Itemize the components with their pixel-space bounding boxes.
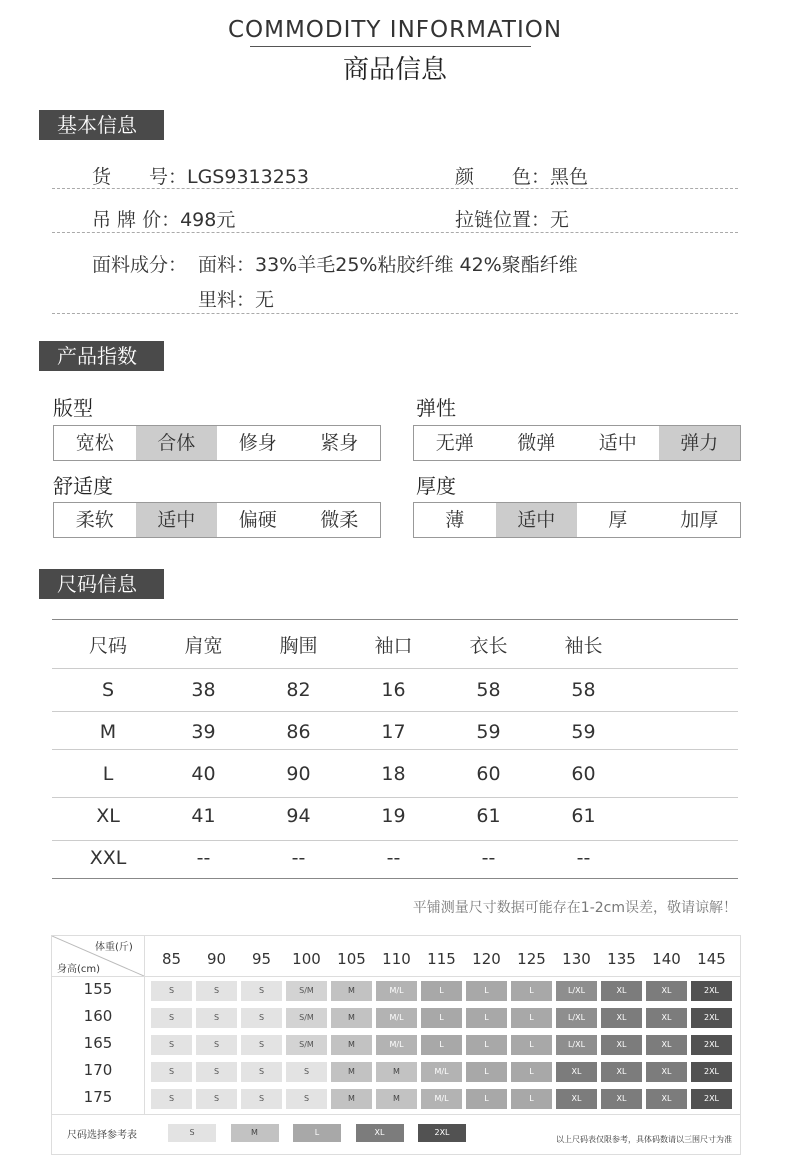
size-table-cell: 90 <box>286 763 311 785</box>
size-cell: L/XL <box>556 1008 597 1028</box>
size-cell: 2XL <box>691 1035 732 1055</box>
item-color: 颜 色：黑色 <box>455 166 589 188</box>
thickness-option-selected: 适中 <box>496 503 578 537</box>
size-cell: L <box>511 1062 552 1082</box>
size-table-cell: 18 <box>381 763 406 785</box>
elasticity-title: 弹性 <box>416 396 456 420</box>
section-size-info: 尺码信息 <box>39 569 164 599</box>
size-table-cell: 60 <box>476 763 501 785</box>
size-table-row <box>60 763 631 789</box>
size-cell: S <box>151 1089 192 1109</box>
dashed-divider <box>52 188 738 189</box>
size-cell: S <box>241 1089 282 1109</box>
size-table-cell: XL <box>96 805 120 827</box>
size-table-cell: 16 <box>381 679 406 701</box>
size-cell: 2XL <box>691 981 732 1001</box>
size-cell: L <box>466 1008 507 1028</box>
fit-scale <box>53 425 381 461</box>
size-table-cell: 58 <box>476 679 501 701</box>
weight-tick: 90 <box>206 950 227 968</box>
title-chinese: 商品信息 <box>342 55 447 85</box>
size-table-cell: -- <box>576 847 591 869</box>
size-cell: M/L <box>376 981 417 1001</box>
size-cell: L/XL <box>556 981 597 1001</box>
size-cell: XL <box>646 1089 687 1109</box>
size-cell: M <box>331 1062 372 1082</box>
size-header: 衣长 <box>469 634 508 657</box>
dashed-divider <box>52 313 738 314</box>
size-cell: S <box>241 1008 282 1028</box>
weight-tick: 115 <box>427 950 456 968</box>
size-cell: L <box>421 1008 462 1028</box>
size-header: 胸围 <box>279 634 318 657</box>
size-cell: M/L <box>421 1062 462 1082</box>
size-cell: XL <box>601 1062 642 1082</box>
comfort-title: 舒适度 <box>53 474 113 498</box>
size-table-cell: 58 <box>571 679 596 701</box>
size-cell: S <box>286 1089 327 1109</box>
weight-tick: 140 <box>652 950 681 968</box>
size-cell: 2XL <box>691 1062 732 1082</box>
weight-tick: 105 <box>337 950 366 968</box>
size-cell: S <box>196 1035 237 1055</box>
size-reference-chart <box>51 935 741 1155</box>
fit-option-selected: 合体 <box>136 426 218 460</box>
size-table-cell: 86 <box>286 721 311 743</box>
thickness-option: 薄 <box>445 509 465 531</box>
size-header: 袖口 <box>374 634 413 657</box>
size-header: 袖长 <box>564 634 603 657</box>
thickness-scale <box>413 502 741 538</box>
weight-tick: 95 <box>251 950 272 968</box>
elasticity-scale <box>413 425 741 461</box>
height-tick: 165 <box>83 1034 113 1052</box>
size-cell: S/M <box>286 981 327 1001</box>
size-cell: XL <box>556 1062 597 1082</box>
weight-tick: 120 <box>472 950 501 968</box>
height-axis-label: 身高(cm) <box>57 964 101 975</box>
size-cell: L <box>511 981 552 1001</box>
size-cell: M <box>376 1062 417 1082</box>
weight-tick: 85 <box>161 950 182 968</box>
height-tick: 170 <box>83 1061 113 1079</box>
size-cell: XL <box>601 1035 642 1055</box>
size-cell: M <box>331 1035 372 1055</box>
size-table-cell: 61 <box>571 805 596 827</box>
size-cell: 2XL <box>691 1008 732 1028</box>
legend-swatch: M <box>231 1124 279 1142</box>
size-table-cell: L <box>102 763 114 785</box>
fit-option: 紧身 <box>320 432 359 454</box>
size-cell: M <box>331 1008 372 1028</box>
size-cell: S <box>196 981 237 1001</box>
weight-tick: 100 <box>292 950 321 968</box>
chart-footnote: 以上尺码表仅限参考，具体码数请以三围尺寸为准 <box>556 1135 732 1144</box>
size-cell: S <box>196 1089 237 1109</box>
size-header: 尺码 <box>88 634 127 657</box>
size-table-row <box>60 721 631 747</box>
height-tick: 160 <box>83 1007 113 1025</box>
size-table-cell: 40 <box>191 763 216 785</box>
size-cell: S <box>151 1035 192 1055</box>
zipper-position: 拉链位置：无 <box>455 209 570 231</box>
table-divider <box>52 749 738 750</box>
legend-swatch: L <box>293 1124 341 1142</box>
size-table-cell: 60 <box>571 763 596 785</box>
size-cell: XL <box>601 981 642 1001</box>
size-cell: L <box>466 1062 507 1082</box>
elasticity-option: 微弹 <box>517 432 556 454</box>
size-cell: L <box>466 981 507 1001</box>
size-header: 肩宽 <box>184 634 223 657</box>
size-cell: S <box>151 1008 192 1028</box>
size-table-top-rule <box>52 619 738 620</box>
table-divider <box>52 840 738 841</box>
size-table-cell: S <box>101 679 115 701</box>
size-table-cell: 59 <box>476 721 501 743</box>
size-cell: M <box>331 1089 372 1109</box>
chart-legend-rule <box>52 1114 740 1115</box>
size-table-cell: 94 <box>286 805 311 827</box>
size-cell: L <box>511 1089 552 1109</box>
weight-tick: 130 <box>562 950 591 968</box>
legend-swatch: S <box>168 1124 216 1142</box>
size-table-cell: 41 <box>191 805 216 827</box>
tag-price: 吊 牌 价：498元 <box>92 209 236 231</box>
size-cell: 2XL <box>691 1089 732 1109</box>
size-table-cell: -- <box>291 847 306 869</box>
size-cell: XL <box>646 1035 687 1055</box>
size-cell: L <box>511 1035 552 1055</box>
size-table-cell: -- <box>481 847 496 869</box>
legend-swatch: 2XL <box>418 1124 466 1142</box>
weight-tick: 125 <box>517 950 546 968</box>
size-cell: S <box>196 1008 237 1028</box>
size-cell: S <box>241 1062 282 1082</box>
size-table-cell: 59 <box>571 721 596 743</box>
size-cell: S/M <box>286 1008 327 1028</box>
elasticity-option: 适中 <box>598 432 637 454</box>
size-cell: L <box>511 1008 552 1028</box>
size-table-row <box>60 847 631 873</box>
item-number: 货 号：LGS9313253 <box>92 166 309 188</box>
chart-header-rule <box>52 976 740 977</box>
size-cell: XL <box>646 981 687 1001</box>
table-divider <box>52 668 738 669</box>
measure-note: 平铺测量尺寸数据可能存在1-2cm误差，敬请谅解！ <box>412 900 737 916</box>
weight-axis-label: 体重(斤) <box>95 942 133 953</box>
height-tick: 155 <box>83 980 113 998</box>
thickness-title: 厚度 <box>416 474 456 498</box>
size-cell: L <box>421 1035 462 1055</box>
size-table <box>60 621 631 667</box>
fit-option: 宽松 <box>75 432 114 454</box>
size-cell: L <box>466 1089 507 1109</box>
size-cell: M <box>331 981 372 1001</box>
comfort-scale <box>53 502 381 538</box>
weight-tick: 145 <box>697 950 726 968</box>
size-table-cell: -- <box>196 847 211 869</box>
size-cell: S <box>196 1062 237 1082</box>
size-table-cell: 17 <box>381 721 406 743</box>
table-divider <box>52 711 738 712</box>
size-table-cell: -- <box>386 847 401 869</box>
table-divider <box>52 797 738 798</box>
comfort-option: 柔软 <box>75 509 114 531</box>
section-product-index: 产品指数 <box>39 341 164 371</box>
size-cell: M/L <box>421 1089 462 1109</box>
fabric-label: 面料成分： <box>92 254 188 276</box>
size-cell: S <box>286 1062 327 1082</box>
size-cell: XL <box>601 1008 642 1028</box>
size-table-cell: M <box>99 721 117 743</box>
section-basic-info: 基本信息 <box>39 110 164 140</box>
size-table-cell: 39 <box>191 721 216 743</box>
comfort-option-selected: 适中 <box>136 503 218 537</box>
dashed-divider <box>52 232 738 233</box>
size-cell: XL <box>646 1008 687 1028</box>
size-cell: S <box>151 1062 192 1082</box>
elasticity-option-selected: 弹力 <box>659 426 741 460</box>
size-cell: S <box>151 981 192 1001</box>
title-divider <box>250 46 531 47</box>
comfort-option: 偏硬 <box>238 509 277 531</box>
thickness-option: 加厚 <box>680 509 719 531</box>
size-cell: S <box>241 1035 282 1055</box>
size-table-header-row <box>60 621 631 667</box>
size-cell: M/L <box>376 1035 417 1055</box>
size-table-cell: 38 <box>191 679 216 701</box>
title-english: COMMODITY INFORMATION <box>227 17 563 43</box>
size-table-row <box>60 679 631 705</box>
elasticity-option: 无弹 <box>435 432 474 454</box>
size-table-row <box>60 805 631 831</box>
fit-option: 修身 <box>238 432 277 454</box>
size-cell: L <box>421 981 462 1001</box>
height-tick: 175 <box>83 1088 113 1106</box>
size-cell: S <box>241 981 282 1001</box>
size-table-cell: 82 <box>286 679 311 701</box>
size-cell: XL <box>601 1089 642 1109</box>
table-divider <box>52 878 738 879</box>
comfort-option: 微柔 <box>320 509 359 531</box>
weight-tick: 135 <box>607 950 636 968</box>
fabric-lining: 里料：无 <box>198 289 275 311</box>
size-cell: M <box>376 1089 417 1109</box>
size-cell: L/XL <box>556 1035 597 1055</box>
thickness-option: 厚 <box>608 509 628 531</box>
legend-label: 尺码选择参考表 <box>67 1130 137 1141</box>
size-table-cell: 61 <box>476 805 501 827</box>
size-cell: L <box>466 1035 507 1055</box>
size-table-cell: XXL <box>89 847 127 869</box>
size-cell: S/M <box>286 1035 327 1055</box>
size-cell: XL <box>646 1062 687 1082</box>
chart-column-rule <box>144 936 145 1114</box>
size-cell: XL <box>556 1089 597 1109</box>
legend-swatch: XL <box>356 1124 404 1142</box>
size-cell: M/L <box>376 1008 417 1028</box>
weight-tick: 110 <box>382 950 411 968</box>
fabric-outer: 面料：33%羊毛25%粘胶纤维 42%聚酯纤维 <box>198 254 578 276</box>
size-table-cell: 19 <box>381 805 406 827</box>
fit-title: 版型 <box>53 396 93 420</box>
